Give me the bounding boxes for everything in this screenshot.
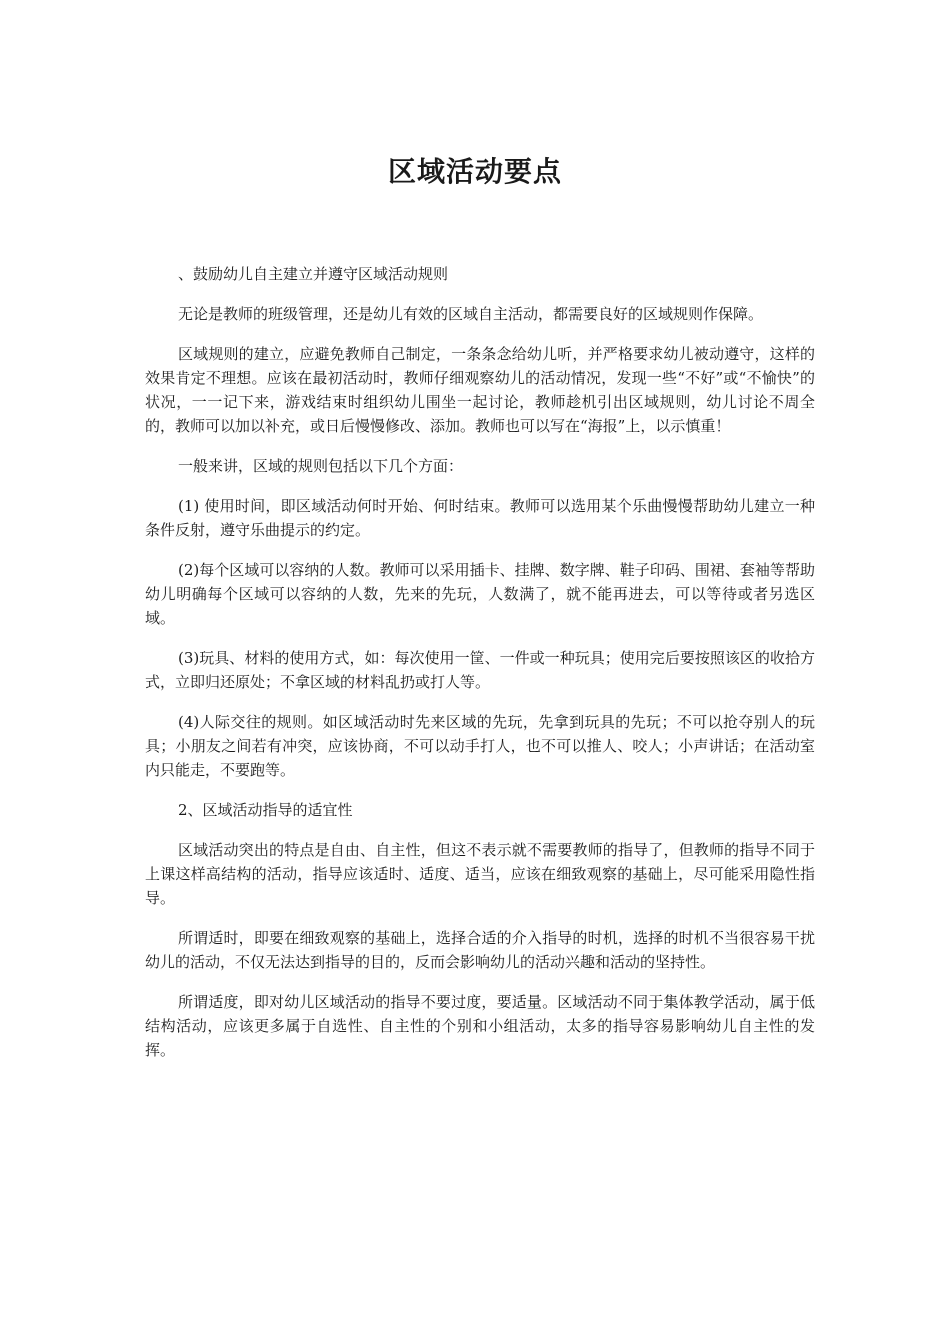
paragraph-rule-establishment: 区域规则的建立，应避免教师自己制定，一条条念给幼儿听，并严格要求幼儿被动遵守，这样的效果肯定不理想。应该在最初活动时，教师仔细观察幼儿的活动情况，发现一些“不好”或“不愉快”的状况，一一记下来，游戏结束时组织幼儿围坐一起讨论，教师趁机引出区域规则，幼儿讨论不周全的，教师可以加以补充，或日后慢慢修改、添加。教师也可以写在“海报”上，以示慎重！ xyxy=(145,345,815,435)
paragraph-moderate: 所谓适度，即对幼儿区域活动的指导不要过度，要适量。区域活动不同于集体教学活动，属于低结构活动，应该更多属于自选性、自主性的个别和小组活动，太多的指导容易影响幼儿自主性的发挥。 xyxy=(145,993,815,1059)
list-item-capacity: (2)每个区域可以容纳的人数。教师可以采用插卡、挂牌、数字牌、鞋子印码、围裙、套袖等帮助幼儿明确每个区域可以容纳的人数，先来的先玩，人数满了，就不能再进去，可以等待或者另选区域。 xyxy=(145,561,815,627)
document-body xyxy=(145,262,815,1078)
page-title: 区域活动要点 xyxy=(387,155,562,188)
list-item-social: (4)人际交往的规则。如区域活动时先来区域的先玩，先拿到玩具的先玩；不可以抢夺别人的玩具；小朋友之间若有冲突，应该协商，不可以动手打人，也不可以推人、咬人；小声讲话；在活动室内只能走，不要跑等。 xyxy=(145,713,815,779)
paragraph-guidance-intro: 区域活动突出的特点是自由、自主性，但这不表示就不需要教师的指导了，但教师的指导不同于上课这样高结构的活动，指导应该适时、适度、适当，应该在细致观察的基础上，尽可能采用隐性指导。 xyxy=(145,841,815,907)
section-heading-guidance: 2、区域活动指导的适宜性 xyxy=(178,801,353,819)
list-item-materials: (3)玩具、材料的使用方式，如：每次使用一筐、一件或一种玩具；使用完后要按照该区的收拾方式，立即归还原处；不拿区域的材料乱扔或打人等。 xyxy=(145,649,815,691)
paragraph-intro: 无论是教师的班级管理，还是幼儿有效的区域自主活动，都需要良好的区域规则作保障。 xyxy=(178,305,764,323)
section-heading-rules: 、鼓励幼儿自主建立并遵守区域活动规则 xyxy=(178,265,449,283)
paragraph-rule-aspects: 一般来讲，区域的规则包括以下几个方面： xyxy=(178,457,464,475)
paragraph-timely: 所谓适时，即要在细致观察的基础上，选择合适的介入指导的时机，选择的时机不当很容易干扰幼儿的活动，不仅无法达到指导的目的，反而会影响幼儿的活动兴趣和活动的坚持性。 xyxy=(145,929,815,971)
list-item-time: (1) 使用时间，即区域活动何时开始、何时结束。教师可以选用某个乐曲慢慢帮助幼儿建立一种条件反射，遵守乐曲提示的约定。 xyxy=(145,497,815,539)
